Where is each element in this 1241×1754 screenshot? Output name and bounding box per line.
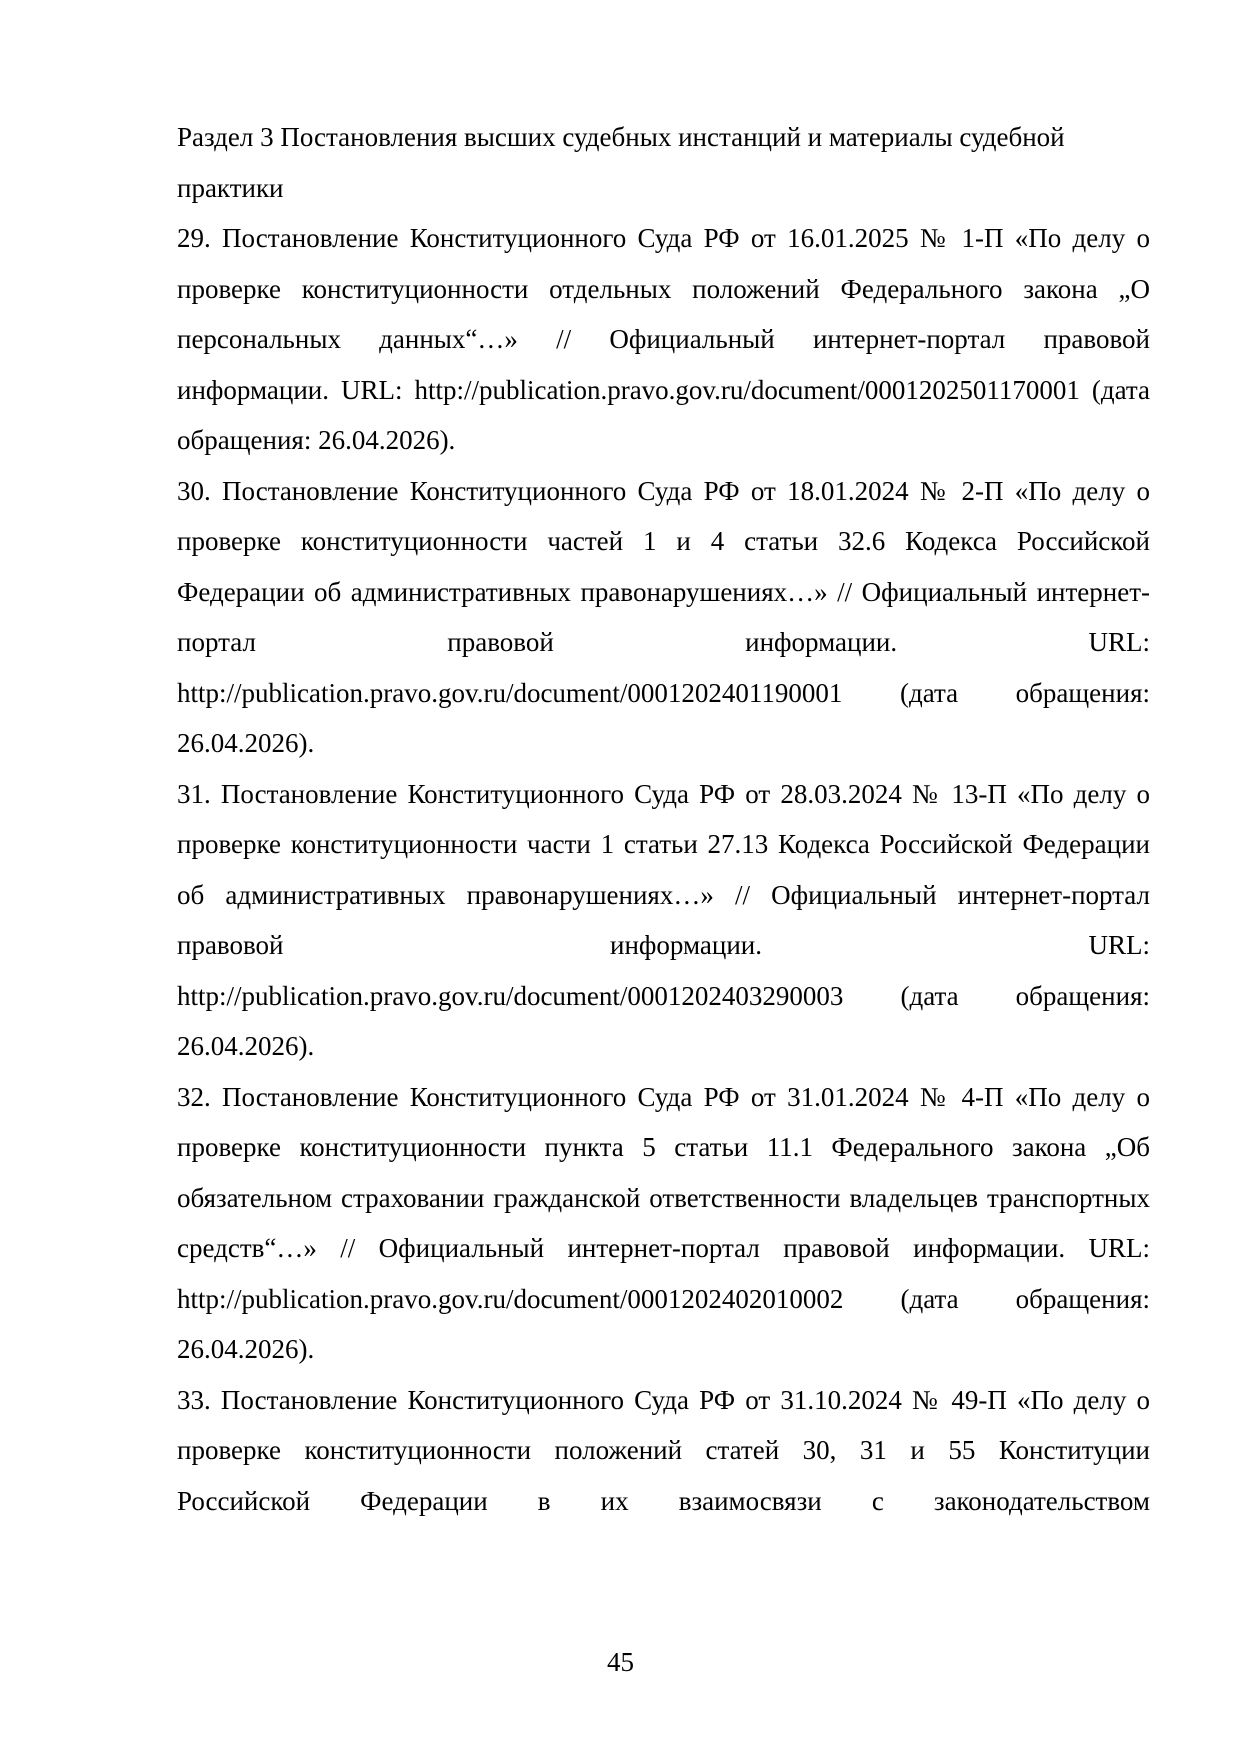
section-heading: Раздел 3 Постановления высших судебных инстанций и материалы судебной практики xyxy=(177,122,1065,203)
reference-entry-33 xyxy=(177,1375,1150,1527)
reference-entry-31 xyxy=(177,769,1150,1072)
reference-entry-32 xyxy=(177,1072,1150,1375)
reference-access-date: (дата обращения: 26.04.2026). xyxy=(177,1283,1150,1364)
reference-text: 29. Постановление Конституционного Суда РФ от 16.01.2025 № 1-П «По делу о проверке конституционности отдельных положений Федерального закона „О персональных данных“…» // Официальный интернет-портал правовой информации. URL: xyxy=(177,223,1150,405)
page-number: 45 xyxy=(607,1647,634,1677)
reference-access-date: (дата обращения: 26.04.2026). xyxy=(177,374,1151,455)
reference-access-date: (дата обращения: 26.04.2026). xyxy=(177,677,1150,758)
reference-text: 30. Постановление Конституционного Суда РФ от 18.01.2024 № 2-П «По делу о проверке конституционности частей 1 и 4 статьи 32.6 Кодекса Российской Федерации об административных правонарушениях…» // Официальный интернет-портал правовой информации. URL: xyxy=(177,475,1150,657)
reference-url: http://publication.pravo.gov.ru/document/0001202402010002 xyxy=(177,1283,844,1314)
reference-text: 33. Постановление Конституционного Суда РФ от 31.10.2024 № 49-П «По делу о проверке конституционности положений статей 30, 31 и 55 Конституции Российской Федерации в их взаимосвязи с законодательством xyxy=(177,1384,1150,1516)
reference-access-date: (дата обращения: 26.04.2026). xyxy=(177,980,1150,1061)
reference-url: http://publication.pravo.gov.ru/document/0001202403290003 xyxy=(177,980,844,1011)
reference-entry-29 xyxy=(177,213,1150,466)
reference-entry-30 xyxy=(177,466,1150,769)
reference-url: http://publication.pravo.gov.ru/document/0001202501170001 xyxy=(414,374,1080,405)
reference-text: 31. Постановление Конституционного Суда РФ от 28.03.2024 № 13-П «По делу о проверке конституционности части 1 статьи 27.13 Кодекса Российской Федерации об административных правонарушениях…» // Официальный интернет-портал правовой информации. URL: xyxy=(177,778,1150,960)
reference-text: 32. Постановление Конституционного Суда РФ от 31.01.2024 № 4-П «По делу о проверке конституционности пункта 5 статьи 11.1 Федерального закона „Об обязательном страховании гражданской ответственности владельцев транспортных средств“…» // Официальный интернет-портал правовой информации. URL: xyxy=(177,1081,1150,1263)
text-body xyxy=(177,112,1150,1526)
reference-url: http://publication.pravo.gov.ru/document/0001202401190001 xyxy=(177,677,843,708)
